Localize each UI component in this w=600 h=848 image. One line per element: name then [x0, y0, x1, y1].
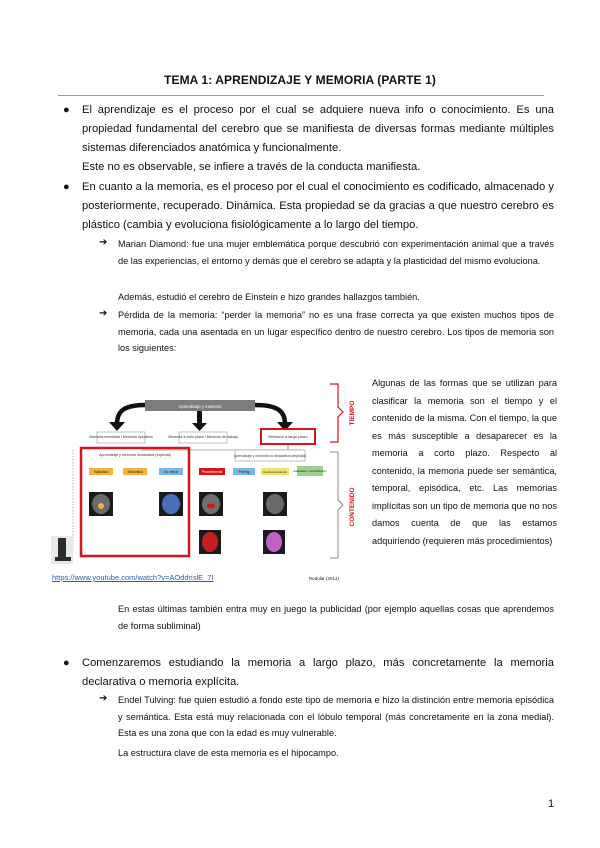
- diagram-longterm-box-label: Memoria a largo plazo: [268, 434, 308, 439]
- side-text-paragraph: Algunas de las formas que se utilizan para clasificar la memoria son el tiempo y el contenido de la misma. Con el tiempo, la que es más susceptible a desaparecer es la memoria a corto plazo. Respecto al contenido, la memoria puede ser semántica, temporal, episódica, etc. Las memorias implícitas son un tipo de memoria que no nos damos cuenta de que las estamos adquiriendo (requieren más procedimientos): [372, 378, 557, 546]
- diagram-type-nonverbal-label: No verbal: [164, 470, 178, 474]
- arrow-icon: ➔: [99, 237, 108, 248]
- diagram-nondeclarative-label: Aprendizaje y memoria no declarativa (implícita): [233, 454, 307, 458]
- diagram-declarative-label: Aprendizaje y memoria declarativa (explícita): [99, 453, 171, 457]
- arrow-icon: ➔: [99, 693, 108, 704]
- paragraph-advertising: En estas últimas también entra muy en juego la publicidad (por ejemplo aquellas cosas que aprendemos de forma subliminal): [118, 604, 554, 631]
- youtube-link[interactable]: https://www.youtube.com/watch?v=AOddnslE_7I: [52, 573, 214, 582]
- brain-scan-image: [266, 532, 282, 552]
- diagram-arrow-left: [117, 405, 145, 424]
- diagram-arrowhead-left: [109, 422, 125, 431]
- brain-scan-highlight: [98, 503, 104, 509]
- diagram-label-contenido: CONTENIDO: [349, 487, 356, 527]
- brain-scan-image: [202, 532, 218, 552]
- brain-scan-image: [266, 494, 284, 514]
- diagram-short-box-label: Memoria inmediata / Memoria operativa: [89, 435, 153, 439]
- diagram-top-box-label: Aprendizaje y memoria: [178, 404, 222, 409]
- device-image: [58, 538, 66, 558]
- paragraph-memory: En cuanto a la memoria, es el proceso por el cual el conocimiento es codificado, almacenado y posteriormente, recuperado. Dinámica. Esta propiedad se da gracias a que nuestro cerebro es plástico (cambia y evoluciona fisiológicamente a lo largo del tiempo.: [82, 181, 554, 231]
- diagram-type-conditioning-label: Condicionamiento: [262, 470, 288, 474]
- page-number: 1: [548, 798, 555, 810]
- diagram-type-procedural-label: Procedimental: [201, 470, 223, 474]
- bullet-icon: ●: [63, 657, 70, 669]
- diagram-type-episodic-label: Episódica: [94, 470, 108, 474]
- diagram-long-box-label: Memoria a corto plazo / Memoria de trabajo: [168, 435, 238, 439]
- paragraph-longterm: Comenzaremos estudiando la memoria a largo plazo, más concretamente la memoria declarativa o memoria explícita.: [82, 657, 554, 688]
- device-image: [55, 557, 71, 561]
- diagram-arrow-middle: [197, 411, 202, 424]
- diagram-arrow-right: [255, 405, 285, 424]
- memory-types-diagram: [51, 372, 367, 586]
- arrow-icon: ➔: [99, 308, 108, 319]
- diagram-label-tiempo: TIEMPO: [349, 400, 356, 426]
- brain-scan-highlight: [207, 504, 215, 509]
- paragraph-learning: El aprendizaje es el proceso por el cual se adquiere nueva info o conocimiento. Es una propiedad fundamental del cerebro que se manifiesta de diversas formas mediante múltiples sistemas diferenciados anatómica y funcionalmente.: [82, 104, 554, 154]
- paragraph-diamond-extra: Además, estudió el cerebro de Einstein e hizo grandes hallazgos también.: [118, 292, 420, 302]
- paragraph-diamond: Marian Diamond: fue una mujer emblemática porque descubrió con experimentación animal que a través de las experiencias, el entorno y demás que el cerebro se adapta y la plasticidad del mismo evoluciona.: [118, 239, 554, 266]
- paragraph-tulving: Endel Tulving: fue quien estudió a fondo este tipo de memoria e hizo la distinción entre memoria episódica y semántica. Esta está muy relacionada con el lóbulo temporal (más concretamente en la zona medial). Esta es una zona que con la edad es muy vulnerable.: [118, 695, 554, 738]
- diagram-arrowhead-middle: [192, 423, 207, 431]
- bullet-icon: ●: [63, 181, 70, 193]
- paragraph-memory-loss: Pérdida de la memoria: “perder la memoria” no es una frase correcta ya que existen muchos tipos de memoria, cada una asentada en un lugar específico dentro de nuestro cerebro. Los tipos de memoria son los siguientes:: [118, 310, 554, 353]
- title-divider: [58, 95, 544, 96]
- diagram-type-habituation-label: Habituación y sensibilización: [293, 470, 327, 473]
- diagram-type-semantic-label: Semántica: [127, 470, 143, 474]
- diagram-brace-contenido: [330, 452, 343, 558]
- page-title: TEMA 1: APRENDIZAJE Y MEMORIA (PARTE 1): [164, 73, 436, 87]
- paragraph-learning-extra: Este no es observable, se infiere a través de la conducta manifiesta.: [82, 161, 421, 173]
- diagram-source: Redolar (2014): [309, 576, 340, 581]
- paragraph-hippocampus: La estructura clave de esta memoria es el hipocampo.: [118, 748, 339, 758]
- brain-scan-image: [162, 494, 180, 514]
- diagram-type-priming-label: Priming: [238, 470, 250, 474]
- bullet-icon: ●: [63, 104, 70, 116]
- diagram-brace-tiempo: [330, 384, 343, 442]
